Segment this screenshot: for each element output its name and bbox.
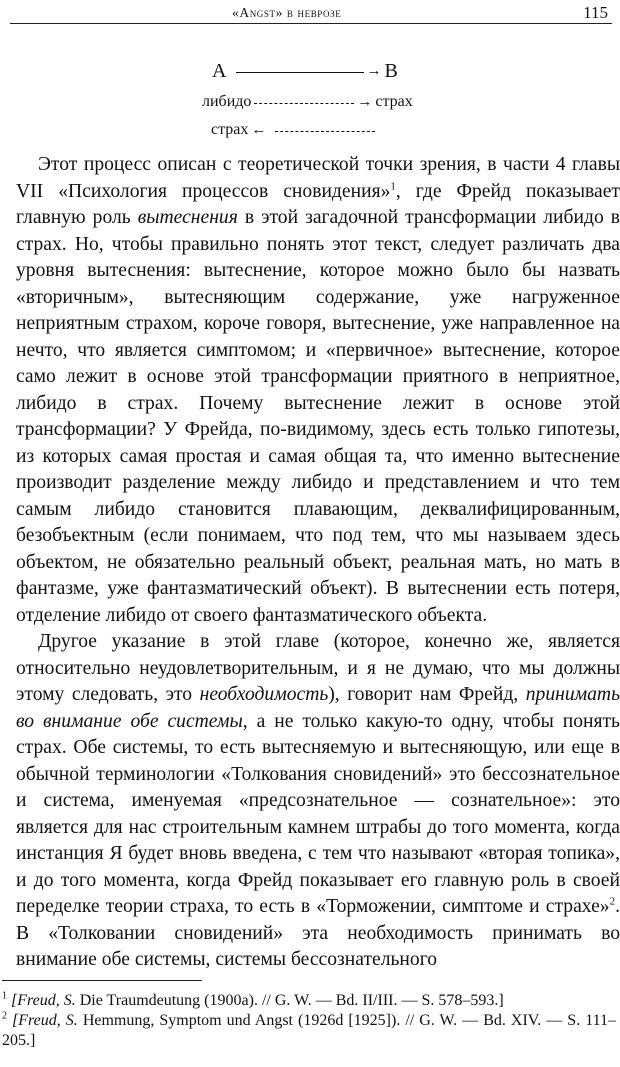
footnote-author: [Freud, S. <box>12 1012 78 1029</box>
running-head <box>0 3 620 25</box>
footnote-text: Die Traumdeutung (1900a). // G. W. — Bd. II/III. — S. 578–593.] <box>75 992 504 1009</box>
schema-label-fear: страх <box>375 93 413 110</box>
footnote-ref-1: 1 <box>390 179 396 192</box>
text-run: , а не только какую-то одну, чтобы понять страх. Обе системы, то есть вытесняемую и вытесняющую, или еще в обычной терминологии «Толкования сновидений» это бессознательное и система, именуемая «предсознательное — сознательное»: это является для нас строительным камнем штрабы до того момента, когда инстанция Я будет вновь введена, с тем что называют «вторая топика», и до того момента, когда Фрейд показывает его главную роль в своей переделке теории страха, то есть в «Торможении, симптоме и страхе» <box>16 710 620 917</box>
text-run: Этот процесс описан с теоретической точки зрения, в части 4 главы VII «Психология процессов сновидения» <box>16 154 620 202</box>
emphasis: необходимость <box>199 684 329 705</box>
footnotes <box>2 991 616 1051</box>
text-run: . В «Толковании сновидений» эта необходимость принимать во внимание обе системы, системы бессознательного <box>16 896 620 970</box>
footnote-number: 2 <box>2 1010 7 1022</box>
footnote-2 <box>2 1011 616 1051</box>
footnote-text: Hemmung, Symptom und Angst (1926d [1925]). // G. W. — Bd. XIV. — S. 111–205.] <box>2 1012 617 1049</box>
page-number: 115 <box>583 3 608 22</box>
arrow-left-icon: ← <box>251 121 267 138</box>
dashed-line <box>275 131 375 132</box>
schema-row-fear-back <box>211 121 378 139</box>
footnote-ref-2: 2 <box>609 895 616 908</box>
arrow-right-icon: → <box>357 93 373 110</box>
schema-label-libido: либидо <box>202 93 252 110</box>
footnote-1 <box>2 991 616 1011</box>
paragraph-2 <box>16 629 620 974</box>
text-run: , где Фрейд показывает главную роль <box>16 180 620 228</box>
paragraph-1 <box>16 152 620 629</box>
schema-row-libido-fear <box>202 93 413 111</box>
body-text <box>16 152 620 974</box>
text-run: в этой загадочной трансформации либидо в страх. Но, чтобы правильно понять этот текст, следует различать два уровня вытеснения: вытеснение, которое можно было бы назвать «вторичным», вытесняющим содержание, уже нагруженное неприятным страхом, короче говоря, вытеснение, уже направленное на нечто, что является симптомом; и «первичное» вытеснение, которое само лежит в основе этой трансформации приятного в неприятное, либидо в страх. Почему вытеснение лежит в основе этой трансформации? У Фрейда, по-видимому, здесь есть только гипотезы, из которых самая простая и самая общая та, что именно вытеснение производит разделение между либидо и представлением и что тем самым либидо становится плавающим, деквалифицированным, безобъектным (если понимаем, что под тем, что мы называем здесь объектом, не обязательно реальный объект, реальная мать, но мать в фантазме, уже фантазматический объект). В вытеснении есть потеря, отделение либидо от своего фантазматического объекта. <box>16 207 620 626</box>
footnote-number: 1 <box>2 990 7 1002</box>
schema-label-fear-left: страх <box>211 121 249 138</box>
footnote-rule <box>2 980 202 981</box>
text-run: Другое указание в этой главе (которое, конечно же, является относительно неудовлетворительным, и я не думаю, что мы должны этому следовать, это <box>16 631 620 705</box>
schema-label-a: A <box>212 60 227 82</box>
dashed-arrow-line <box>254 103 354 104</box>
emphasis: принимать во внимание обе системы <box>16 684 620 732</box>
schema-label-b: B <box>384 60 398 82</box>
running-head-title: «Angst» в неврозе <box>232 5 342 20</box>
text-run: ), говорит нам Фрейд, <box>328 684 526 705</box>
solid-arrow-line <box>236 72 364 73</box>
schema-row-a-b <box>212 60 398 83</box>
header-rule <box>10 23 612 24</box>
arrow-right-icon: → <box>366 63 382 79</box>
emphasis: вытеснения <box>137 207 238 228</box>
footnote-author: [Freud, S. <box>11 992 76 1009</box>
